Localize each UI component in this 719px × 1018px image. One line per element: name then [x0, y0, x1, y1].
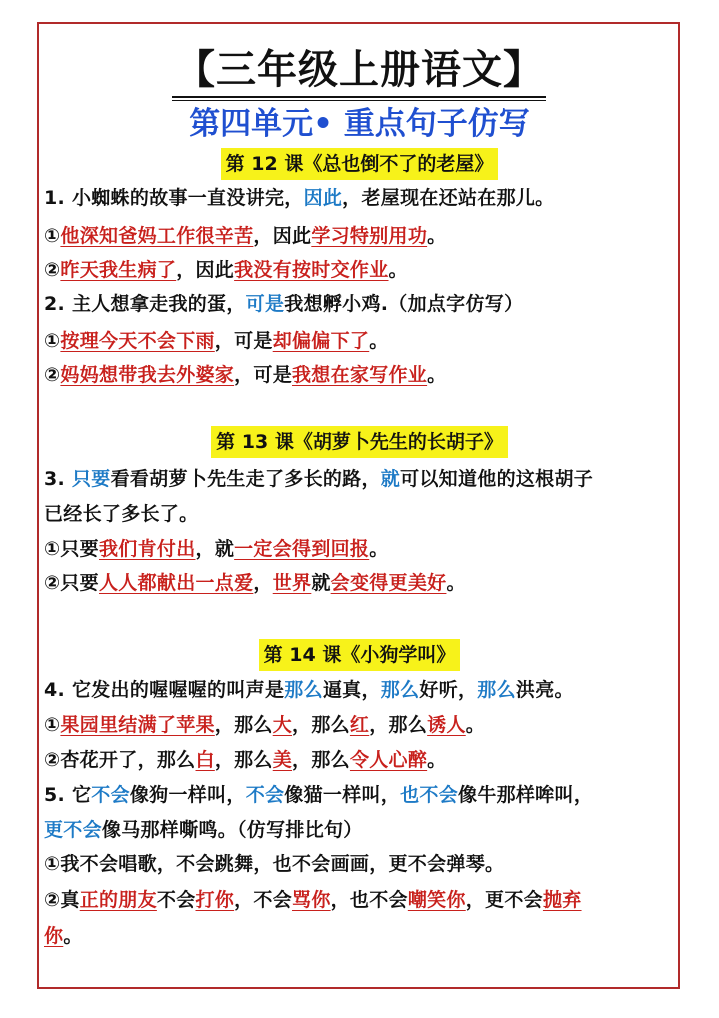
text-segment: ①只要 — [44, 538, 99, 560]
text-segment: 。 — [465, 714, 486, 736]
text-segment: ，老屋现在还站在那儿。 — [342, 187, 555, 209]
text-segment: ， — [253, 572, 273, 594]
sentence-line — [44, 746, 446, 774]
text-segment: ①我不会唱歌，不会跳舞，也不会画画，更不会弹琴。 — [44, 853, 505, 875]
underlined-phrase: 学习特别用功 — [311, 225, 428, 247]
page-subtitle: 第四单元• 重点句子仿写 — [189, 106, 530, 142]
text-segment: ，可是 — [234, 364, 292, 386]
underlined-phrase: 昨天我生病了 — [60, 259, 177, 281]
text-segment: 。 — [369, 538, 389, 560]
keyword: 更不会 — [44, 819, 102, 841]
text-segment: 1. 小蜘蛛的故事一直没讲完， — [44, 187, 304, 209]
text-segment: ②杏花开了，那么 — [44, 749, 196, 771]
sentence-line — [44, 886, 582, 914]
text-segment: ① — [44, 714, 61, 736]
underlined-phrase: 世界 — [272, 572, 312, 594]
lesson-label: 第 12 课《总也倒不了的老屋》 — [221, 148, 499, 180]
sentence-line — [44, 465, 593, 493]
text-segment: 5. 它 — [44, 784, 92, 806]
text-segment: ① — [44, 330, 61, 352]
text-segment: ②只要 — [44, 572, 99, 594]
underlined-phrase: 美 — [272, 749, 293, 771]
sentence-line — [44, 535, 389, 563]
keyword: 那么 — [477, 679, 516, 701]
underlined-phrase: 我想在家写作业 — [292, 364, 428, 386]
text-segment: ，就 — [195, 538, 235, 560]
underlined-phrase: 嘲笑你 — [407, 889, 466, 911]
underlined-phrase: 骂你 — [292, 889, 331, 911]
text-segment: 不会 — [156, 889, 196, 911]
text-segment: ，因此 — [253, 225, 312, 247]
sentence-line — [44, 816, 363, 844]
text-segment: 2. 主人想拿走我的蛋， — [44, 293, 246, 315]
underlined-phrase: 却偏偏下了 — [272, 330, 370, 352]
keyword: 不会 — [91, 784, 130, 806]
text-segment: 可以知道他的这根胡子 — [400, 468, 594, 490]
underlined-phrase: 正的朋友 — [79, 889, 157, 911]
sentence-line — [44, 711, 485, 739]
text-segment: 像狗一样叫， — [129, 784, 246, 806]
keyword: 不会 — [245, 784, 285, 806]
lesson-heading-14 — [0, 639, 719, 671]
underlined-phrase: 一定会得到回报 — [234, 538, 370, 560]
text-segment: 。 — [427, 364, 447, 386]
text-segment: 4. 它发出的喔喔喔的叫声是 — [44, 679, 285, 701]
text-segment: 像牛那样哞叫， — [458, 784, 594, 806]
text-segment: ，更不会 — [465, 889, 543, 911]
text-segment: 洪亮。 — [515, 679, 574, 701]
text-segment: 。 — [369, 330, 389, 352]
lesson-heading-13 — [0, 426, 719, 458]
underlined-phrase: 令人心醉 — [349, 749, 428, 771]
underlined-phrase: 人人都献出一点爱 — [99, 572, 254, 594]
keyword: 就 — [380, 468, 401, 490]
underlined-phrase: 按理今天不会下雨 — [60, 330, 215, 352]
underlined-phrase: 他深知爸妈工作很辛苦 — [60, 225, 254, 247]
underlined-phrase: 红 — [349, 714, 370, 736]
text-segment: ，那么 — [214, 749, 273, 771]
keyword: 也不会 — [400, 784, 459, 806]
text-segment: 。 — [446, 572, 466, 594]
text-segment: 好听， — [419, 679, 478, 701]
text-segment: 。 — [427, 225, 447, 247]
text-segment: ① — [44, 225, 61, 247]
text-segment: ② — [44, 364, 61, 386]
text-segment: ② — [44, 259, 61, 281]
sentence-line — [44, 781, 593, 809]
sentence-line — [44, 922, 83, 950]
underlined-phrase: 大 — [272, 714, 293, 736]
text-segment: 逼真， — [322, 679, 381, 701]
sentence-line — [44, 184, 554, 212]
text-segment: 。 — [388, 259, 408, 281]
text-segment: 就 — [311, 572, 331, 594]
underlined-phrase: 会变得更美好 — [330, 572, 447, 594]
keyword: 因此 — [303, 187, 343, 209]
keyword: 那么 — [284, 679, 323, 701]
lesson-label: 第 14 课《小狗学叫》 — [259, 639, 461, 671]
sentence-line — [44, 569, 466, 597]
underlined-phrase: 诱人 — [427, 714, 466, 736]
sentence-line — [44, 676, 574, 704]
sentence-line — [44, 500, 198, 528]
text-segment: 3. — [44, 468, 72, 490]
lesson-label: 第 13 课《胡萝卜先生的长胡子》 — [211, 426, 508, 458]
sentence-line — [44, 222, 446, 250]
underlined-phrase: 白 — [195, 749, 215, 771]
text-segment: ，那么 — [292, 714, 350, 736]
text-segment: ，不会 — [234, 889, 293, 911]
text-segment: 看看胡萝卜先生走了多长的路， — [110, 468, 381, 490]
title-underline — [172, 96, 546, 98]
sentence-line — [44, 290, 523, 318]
text-segment: ②真 — [44, 889, 80, 911]
text-segment: 。 — [63, 925, 83, 947]
text-segment: 像马那样嘶鸣。（仿写排比句） — [101, 819, 363, 841]
underlined-phrase: 你 — [44, 925, 64, 947]
text-segment: 。 — [427, 749, 447, 771]
keyword: 只要 — [71, 468, 111, 490]
text-segment: 我想孵小鸡.（加点字仿写） — [284, 293, 524, 315]
underlined-phrase: 我们肯付出 — [99, 538, 196, 560]
underlined-phrase: 打你 — [195, 889, 235, 911]
text-segment: ，可是 — [214, 330, 273, 352]
page-title: 【三年级上册语文】 — [175, 47, 544, 93]
underlined-phrase: 妈妈想带我去外婆家 — [60, 364, 235, 386]
underlined-phrase: 果园里结满了苹果 — [60, 714, 215, 736]
sentence-line — [44, 256, 408, 284]
text-segment: 已经长了多长了。 — [44, 503, 199, 525]
text-segment: ，那么 — [369, 714, 428, 736]
text-segment: ，也不会 — [330, 889, 408, 911]
sentence-line — [44, 850, 504, 878]
text-segment: 像猫一样叫， — [284, 784, 401, 806]
underlined-phrase: 抛弃 — [542, 889, 582, 911]
keyword: 那么 — [380, 679, 420, 701]
sentence-line — [44, 327, 389, 355]
text-segment: ，因此 — [176, 259, 235, 281]
keyword: 可是 — [245, 293, 285, 315]
text-segment: ，那么 — [214, 714, 273, 736]
text-segment: ，那么 — [292, 749, 350, 771]
sentence-line — [44, 361, 446, 389]
underlined-phrase: 我没有按时交作业 — [234, 259, 389, 281]
lesson-heading-12 — [0, 148, 719, 180]
title-underline-thin — [172, 100, 546, 101]
